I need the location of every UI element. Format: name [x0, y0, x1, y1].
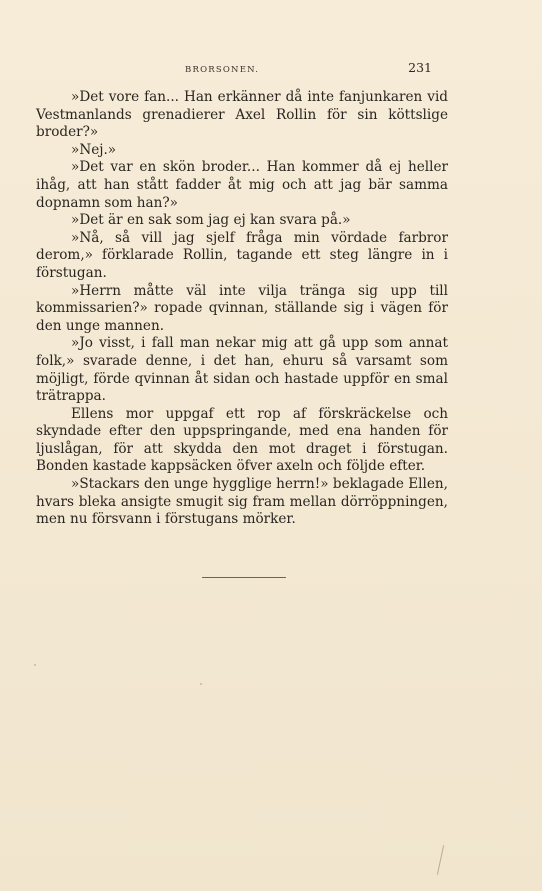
- paragraph: »Jo visst, i fall man nekar mig att gå upp som annat folk,» svarade denne, i det han, ehuru så varsamt som möjligt, förde qvinnan åt sidan och hastade uppför en smal trätrappa.: [36, 335, 448, 405]
- paper-mark: [437, 845, 444, 875]
- page-header: [36, 60, 432, 75]
- running-head: BRORSONEN.: [185, 65, 260, 75]
- chapter-end-rule: [202, 577, 286, 578]
- paragraph: »Stackars den unge hygglige herrn!» beklagade Ellen, hvars bleka ansigte smugit sig fram mellan dörröppningen, men nu försvann i förstugans mörker.: [36, 476, 448, 528]
- paragraph: »Det var en skön broder... Han kommer då ej heller ihåg, att han stått fadder åt mig och att jag bär samma dopnamn som han?»: [36, 159, 448, 211]
- paper-speck: [200, 683, 202, 685]
- paragraph: »Det är en sak som jag ej kan svara på.»: [71, 212, 351, 229]
- paragraph: »Herrn måtte väl inte vilja tränga sig upp till kommissarien?» ropade qvinnan, ställande sig i vägen för den unge mannen.: [36, 282, 448, 334]
- paper-speck: [34, 664, 36, 666]
- paragraph: »Det vore fan... Han erkänner då inte fanjunkaren vid Vestmanlands grenadierer Axel Rollin för sin köttslige broder?»: [36, 89, 448, 141]
- paragraph: Ellens mor uppgaf ett rop af förskräckelse och skyndade efter den uppspringande, med ena handen för ljuslågan, för att skydda den mot draget i förstugan. Bonden kastade kappsäcken öfver axeln och följde efter.: [36, 405, 448, 475]
- body-text: [36, 89, 448, 529]
- page-number: 231: [408, 60, 432, 75]
- paragraph: »Nej.»: [71, 141, 117, 158]
- paragraph: »Nå, så vill jag sjelf fråga min vördade farbror derom,» förklarade Rollin, tagande ett steg längre in i förstugan.: [36, 229, 448, 281]
